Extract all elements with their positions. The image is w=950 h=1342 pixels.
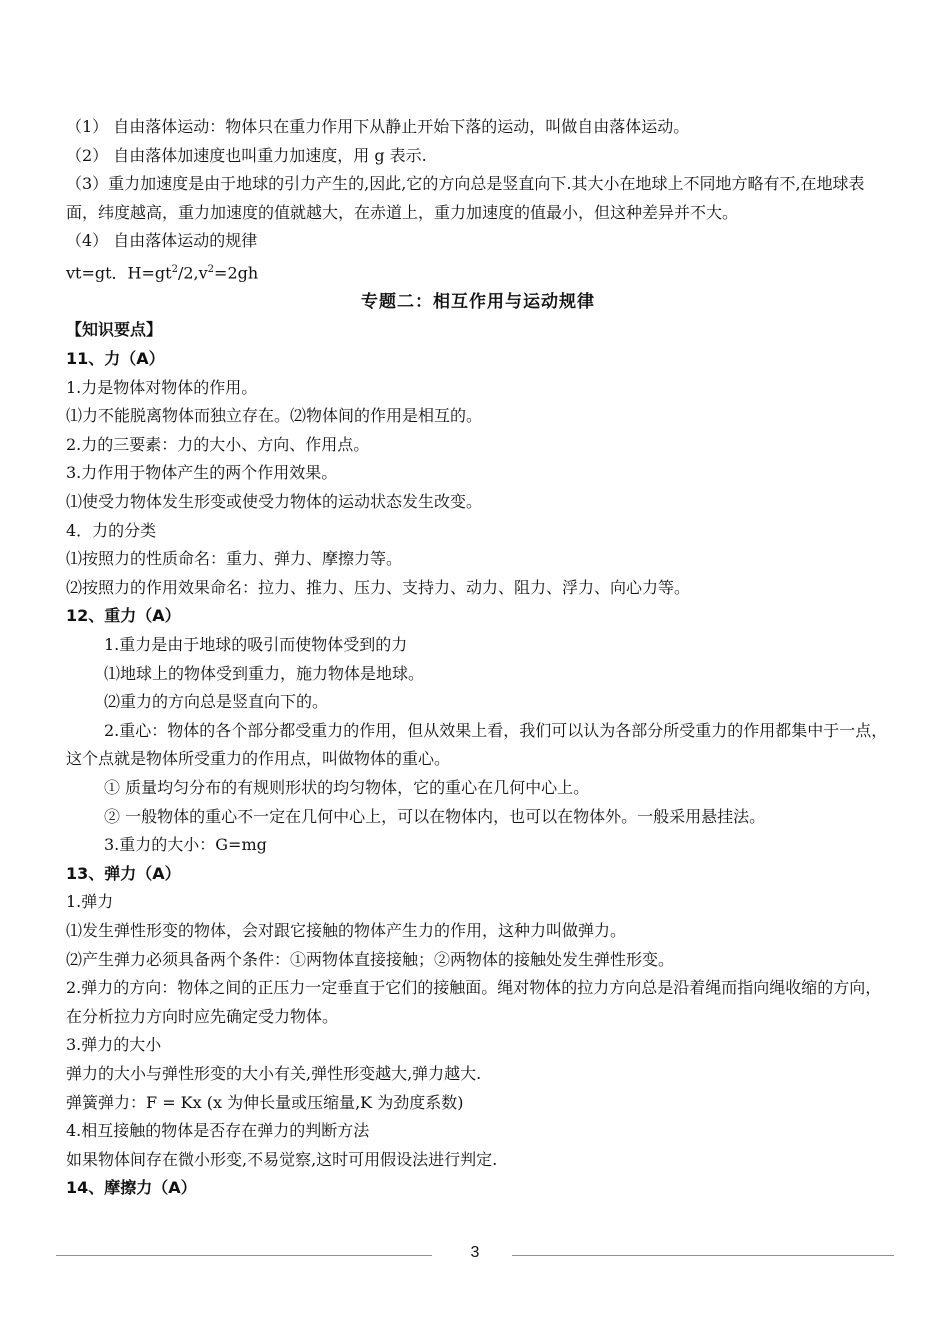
page-number: 3 <box>470 1244 480 1261</box>
paragraph: 1.力是物体对物体的作用。 <box>66 377 258 397</box>
key-points-heading: 【知识要点】 <box>66 320 163 340</box>
paragraph: 1.弹力 <box>66 892 114 912</box>
paragraph: 4．力的分类 <box>66 520 157 540</box>
paragraph: ① 质量均匀分布的有规则形状的均匀物体，它的重心在几何中心上。 <box>104 777 590 797</box>
paragraph: 4.相互接触的物体是否存在弹力的判断方法 <box>66 1121 370 1141</box>
paragraph-free-fall-laws: （4） 自由落体运动的规律 <box>66 231 258 251</box>
formula-part: /2,v <box>177 263 208 283</box>
paragraph: ⑴按照力的性质命名：重力、弹力、摩擦力等。 <box>66 549 403 569</box>
paragraph: 3.力作用于物体产生的两个作用效果。 <box>66 463 338 483</box>
paragraph: ⑴使受力物体发生形变或使受力物体的运动状态发生改变。 <box>66 492 483 512</box>
paragraph: 2.力的三要素：力的大小、方向、作用点。 <box>66 434 370 454</box>
paragraph-free-fall-definition: （1） 自由落体运动：物体只在重力作用下从静止开始下落的运动，叫做自由落体运动。 <box>66 117 690 136</box>
formula-superscript: 2 <box>207 263 215 275</box>
paragraph: 弹簧弹力：F = Kx (x 为伸长量或压缩量,K 为劲度系数) <box>66 1092 464 1112</box>
paragraph: 如果物体间存在微小形变,不易觉察,这时可用假设法进行判定. <box>66 1149 498 1169</box>
paragraph: 1.重力是由于地球的吸引而使物体受到的力 <box>104 635 408 655</box>
paragraph: ⑵重力的方向总是竖直向下的。 <box>104 692 329 712</box>
paragraph: ⑵产生弹力必须具备两个条件：①两物体直接接触；②两物体的接触处发生弹性形变。 <box>66 949 675 969</box>
paragraph: 3.弹力的大小 <box>66 1035 162 1055</box>
formula-superscript: 2 <box>171 263 178 275</box>
formula-free-fall <box>66 256 890 288</box>
topic-title: 专题二：相互作用与运动规律 <box>361 291 595 312</box>
paragraph-center-of-gravity: 2.重心：物体的各个部分都受重力的作用，但从效果上看，我们可以认为各部分所受重力的作用都集中于一点，这个点就是物体所受重力的作用点，叫做物体的重心。 <box>66 720 888 769</box>
formula-part: vt=gt．H=gt <box>66 263 172 283</box>
section-heading-force: 11、力（A） <box>66 349 165 369</box>
formula-part: =2gh <box>214 263 259 283</box>
paragraph: 3.重力的大小：G=mg <box>104 835 267 855</box>
section-heading-elastic-force: 13、弹力（A） <box>66 863 181 883</box>
page-footer <box>56 1244 894 1268</box>
section-heading-gravity: 12、重力（A） <box>66 606 181 626</box>
page-body <box>66 113 890 1203</box>
paragraph-free-fall-acceleration: （2） 自由落体加速度也叫重力加速度，用 g 表示. <box>66 145 427 165</box>
paragraph: ⑴发生弹性形变的物体，会对跟它接触的物体产生力的作用，这种力叫做弹力。 <box>66 920 627 940</box>
paragraph: ② 一般物体的重心不一定在几何中心上，可以在物体内，也可以在物体外。一般采用悬挂法。 <box>104 806 766 826</box>
paragraph-gravity-acceleration: （3）重力加速度是由于地球的引力产生的,因此,它的方向总是竖直向下.其大小在地球上不同地方略有不,在地球表面，纬度越高，重力加速度的值就越大，在赤道上，重力加速度的值最小，但这种差异并不大。 <box>66 174 865 222</box>
footer-divider-right <box>512 1255 894 1256</box>
paragraph: ⑴地球上的物体受到重力，施力物体是地球。 <box>104 663 425 683</box>
paragraph: 弹力的大小与弹性形变的大小有关,弹性形变越大,弹力越大. <box>66 1063 482 1083</box>
paragraph: ⑴力不能脱离物体而独立存在。⑵物体间的作用是相互的。 <box>66 406 483 426</box>
paragraph-elastic-direction: 2.弹力的方向：物体之间的正压力一定垂直于它们的接触面。绳对物体的拉力方向总是沿着绳而指向绳收缩的方向，在分析拉力方向时应先确定受力物体。 <box>66 978 882 1026</box>
paragraph: ⑵按照力的作用效果命名：拉力、推力、压力、支持力、动力、阻力、浮力、向心力等。 <box>66 577 691 597</box>
section-heading-friction: 14、摩擦力（A） <box>66 1178 197 1198</box>
